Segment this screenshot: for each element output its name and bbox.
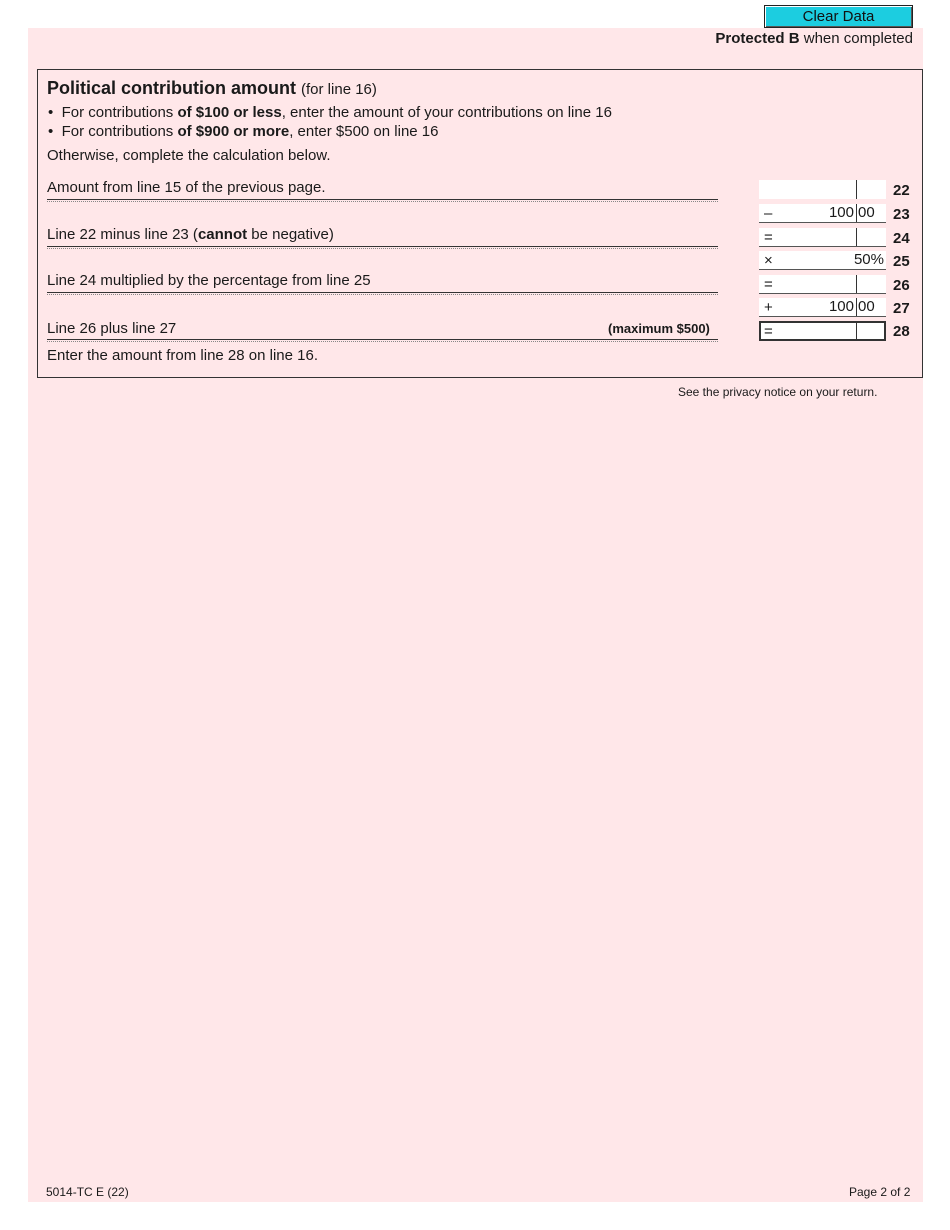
line22-number: 22 (893, 182, 910, 199)
bullet2-post: , enter $500 on line 16 (289, 123, 439, 140)
line28-number: 28 (893, 323, 910, 340)
line23-amount-field[interactable] (759, 204, 886, 223)
bullet1-post: , enter the amount of your contributions on line 16 (281, 104, 612, 121)
bullet1-bold: of $100 or less (177, 104, 282, 121)
bullet1-pre: For contributions (61, 104, 178, 121)
line28-cents-separator (856, 323, 857, 339)
line25-percentage: 50% (853, 251, 884, 268)
line26-amount-field[interactable] (759, 275, 886, 294)
line28-amount-field[interactable] (759, 321, 886, 341)
line22-cents-separator (856, 180, 857, 199)
line27-amount-field[interactable] (759, 298, 886, 317)
line25-rate-field (759, 251, 886, 270)
line26-rule (47, 292, 718, 293)
line24-rule (47, 246, 718, 247)
page-number: Page 2 of 2 (849, 1185, 911, 1199)
line24-label-bold: cannot (197, 226, 248, 243)
plus-sign: + (764, 299, 773, 316)
line24-cents-separator (856, 228, 857, 246)
line26-cents-separator (856, 275, 857, 293)
minus-sign: – (764, 205, 773, 222)
otherwise-instruction: Otherwise, complete the calculation below. (47, 147, 331, 164)
protected-label: Protected B (715, 30, 800, 47)
bullet-item-900-or-more: • For contributions of $900 or more, enter $500 on line 16 (48, 123, 439, 140)
privacy-notice: See the privacy notice on your return. (678, 385, 878, 399)
line23-dollars: 100 (828, 204, 854, 221)
bullet-item-100-or-less: • For contributions of $100 or less, enter the amount of your contributions on line 16 (48, 104, 612, 121)
line27-number: 27 (893, 300, 910, 317)
line26-number: 26 (893, 277, 910, 294)
protected-suffix: when completed (799, 30, 913, 47)
bullet2-bold: of $900 or more (177, 123, 290, 140)
multiply-sign: × (764, 252, 773, 269)
form-identifier: 5014-TC E (22) (46, 1185, 129, 1199)
line24-label-post: be negative) (247, 226, 334, 243)
line23-cents: 00 (858, 204, 875, 221)
line22-rule (47, 199, 718, 200)
line24-label-pre: Line 22 minus line 23 ( (47, 226, 198, 243)
line27-dollars: 100 (828, 298, 854, 315)
line28-label: Line 26 plus line 27 (47, 320, 177, 337)
line28-rule (47, 339, 718, 340)
section-title (47, 78, 377, 99)
equals-sign: = (764, 229, 773, 246)
line24-number: 24 (893, 230, 910, 247)
bullet2-pre: For contributions (61, 123, 178, 140)
line22-label: Amount from line 15 of the previous page. (47, 179, 326, 196)
equals-sign: = (764, 276, 773, 293)
line28-maximum-note: (maximum $500) (608, 321, 710, 336)
closing-instruction: Enter the amount from line 28 on line 16. (47, 347, 318, 364)
section-title-text: Political contribution amount (47, 78, 296, 98)
protected-notice (715, 30, 913, 47)
equals-sign: = (764, 323, 773, 340)
line24-amount-field[interactable] (759, 228, 886, 247)
line25-number: 25 (893, 253, 910, 270)
clear-data-button[interactable]: Clear Data (764, 5, 913, 28)
line24-label (47, 226, 334, 243)
section-title-note: (for line 16) (301, 81, 377, 98)
line27-cents-separator (856, 298, 857, 316)
line23-number: 23 (893, 206, 910, 223)
line27-cents: 00 (858, 298, 875, 315)
line22-amount-field[interactable] (759, 180, 886, 199)
line26-label: Line 24 multiplied by the percentage from line 25 (47, 272, 371, 289)
line23-cents-separator (856, 204, 857, 222)
